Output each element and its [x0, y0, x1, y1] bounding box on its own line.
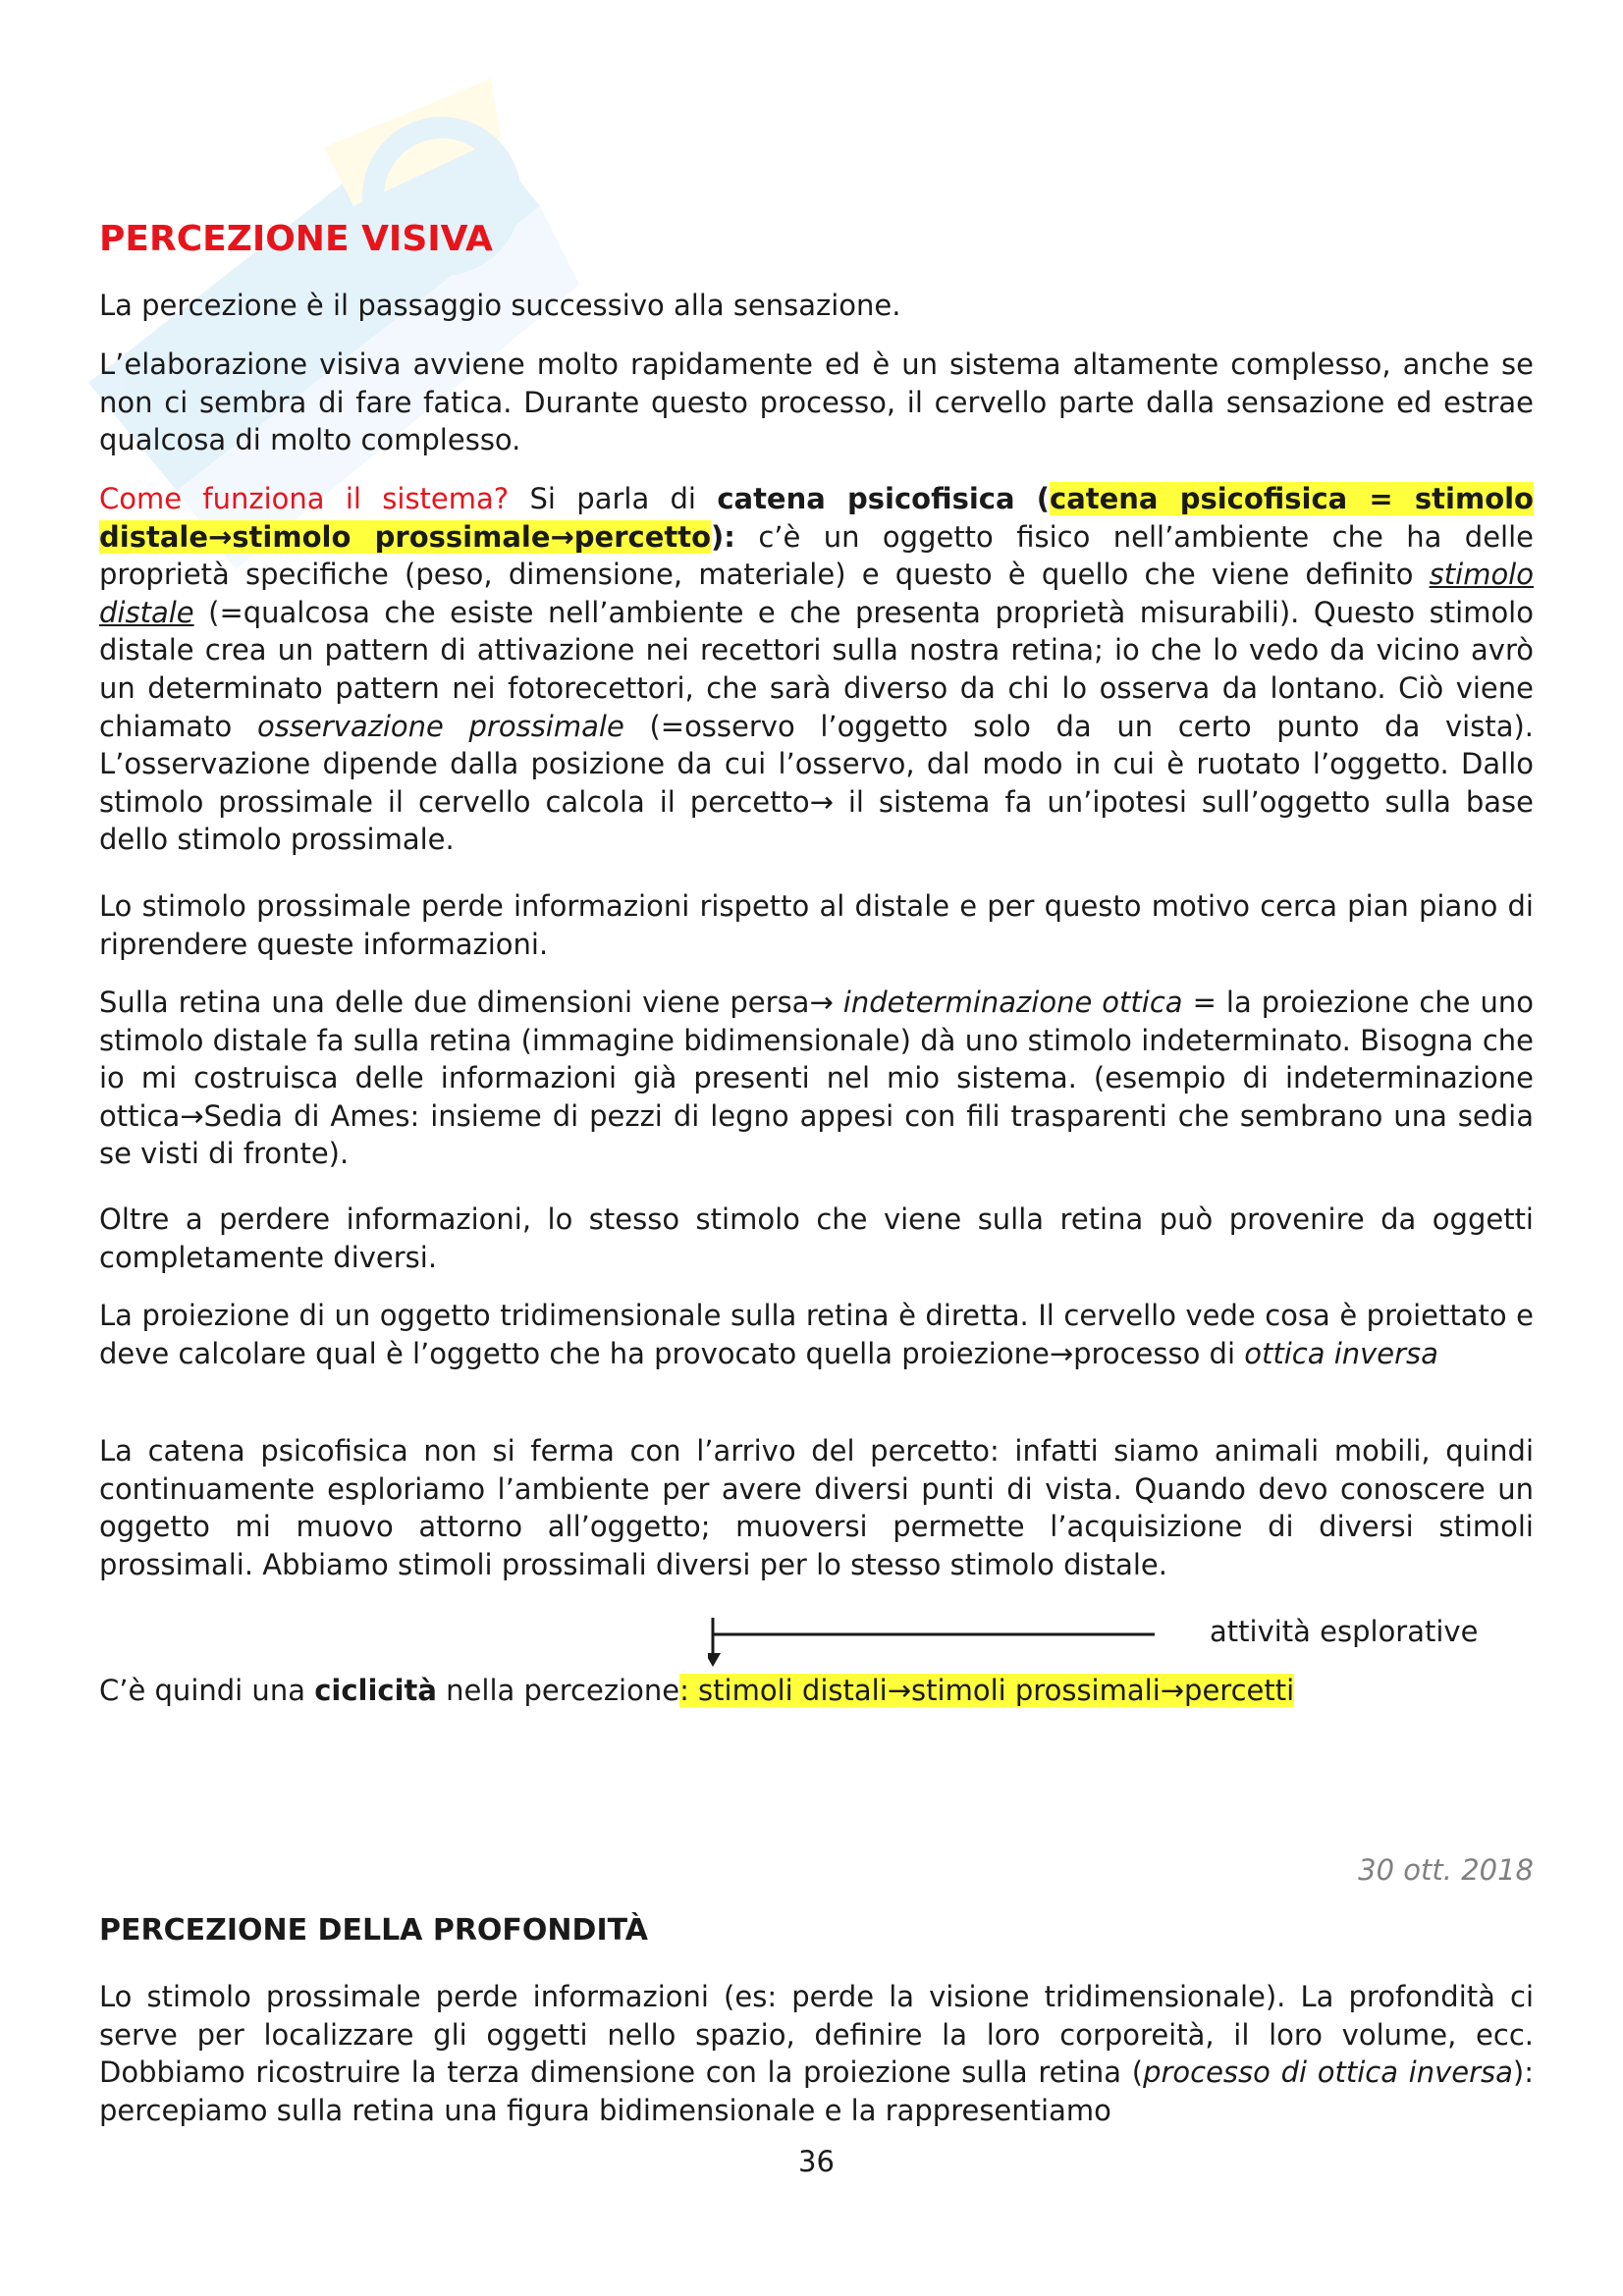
term-indeterminazione-ottica: indeterminazione ottica: [842, 986, 1183, 1019]
text-run: ): percepiamo sulla retina una figura bidimensionale e la rappresentiamo: [99, 2056, 1534, 2127]
term-stimolo-distale: stimolo distale: [99, 558, 1534, 629]
highlighted-cycle: : stimoli distali→stimoli prossimali→percetti: [679, 1674, 1295, 1707]
paragraph-intro: La percezione è il passaggio successivo alla sensazione.: [99, 289, 901, 322]
paragraph-oggetti-diversi: Oltre a perdere informazioni, lo stesso stimolo che viene sulla retina può provenire da oggetti completamente diversi.: [99, 1202, 1534, 1274]
text-run: ):: [711, 519, 735, 554]
page-title: PERCEZIONE VISIVA: [99, 219, 493, 259]
activity-label: attività esplorative: [1210, 1615, 1479, 1648]
question-text: Come funziona il sistema?: [99, 482, 510, 515]
term-ottica-inversa: ottica inversa: [1244, 1336, 1438, 1370]
text-run: Lo stimolo prossimale perde informazioni (es: perde la visione tridimensionale). La profondità ci serve per localizzare gli oggetti nello spazio, definire la loro corporeità, il loro volume, ecc. Dobbiamo ricostruire la terza dimensione con la proiezione sulla retina (: [99, 1980, 1534, 2090]
text-run: C’è quindi una: [99, 1674, 315, 1707]
cycle-arrow-head: [708, 1653, 721, 1667]
text-run: nella percezione: [436, 1674, 680, 1707]
paragraph-elaborazione: L’elaborazione visiva avviene molto rapidamente ed è un sistema altamente complesso, anche se non ci sembra di fare fatica. Durante questo processo, il cervello parte dalla sensazione ed estrae qualcosa di molto complesso.: [99, 347, 1534, 457]
bold-term: catena psicofisica: [717, 482, 1015, 515]
text-run: c’è un oggetto fisico nell’ambiente che ha delle proprietà specifiche (peso, dimensione, materiale) e questo è quello che viene definito: [99, 519, 1534, 592]
paragraph-profondita: [99, 1978, 1534, 2129]
bold-ciclicita: ciclicità: [314, 1674, 437, 1707]
paragraph-stimolo-prossimale: Lo stimolo prossimale perde informazioni rispetto al distale e per questo motivo cerca pian piano di riprendere queste informazioni.: [99, 889, 1534, 961]
highlighted-definition: catena psicofisica = stimolo distale→stimolo prossimale→percetto: [99, 482, 1534, 554]
paragraph-catena-mobile: La catena psicofisica non si ferma con l’arrivo del percetto: infatti siamo animali mobili, quindi continuamente esploriamo l’ambiente per avere diversi punti di vista. Quando devo conoscere un oggetto mi muovo attorno all’oggetto; muoversi permette l’acquisizione di diversi stimoli prossimali. Abbiamo stimoli prossimali diversi per lo stesso stimolo distale.: [99, 1434, 1534, 1581]
paragraph-ottica-inversa: [99, 1297, 1534, 1372]
text-run: La proiezione di un oggetto tridimensionale sulla retina è diretta. Il cervello vede cosa è proiettato e deve calcolare qual è l’oggetto che ha provocato quella proiezione→processo di: [99, 1299, 1534, 1370]
paragraph-catena-psicofisica: [99, 480, 1534, 859]
term-osservazione-prossimale: osservazione prossimale: [256, 709, 624, 743]
lecture-date: 30 ott. 2018: [1358, 1853, 1534, 1887]
text-run: (=qualcosa che esiste nell’ambiente e che presenta proprietà misurabili). Questo stimolo distale crea un pattern di attivazione nei recettori sulla nostra retina; io che lo vedo da vicino avrò un determinato pattern nei fotorecettori, che sarà diverso da chi lo osserva da lontano. Ciò viene chiamato: [99, 595, 1534, 743]
paragraph-indeterminazione: [99, 984, 1534, 1173]
text-run: Sulla retina una delle due dimensioni viene persa→: [99, 986, 843, 1019]
text-run: = la proiezione che uno stimolo distale fa sulla retina (immagine bidimensionale) dà uno stimolo indeterminato. Bisogna che io mi costruisca delle informazioni già presenti nel mio sistema. (esempio di indeterminazione ottica→Sedia di Ames: insieme di pezzi di legno appesi con fili trasparenti che sembrano una sedia se visti di fronte).: [99, 986, 1534, 1171]
text-run: (: [1014, 482, 1050, 515]
term-processo-ottica-inversa: processo di ottica inversa: [1143, 2056, 1513, 2090]
section-title-profondita: PERCEZIONE DELLA PROFONDITÀ: [99, 1913, 648, 1948]
paragraph-ciclicita: [99, 1672, 1534, 1710]
cycle-arrow: [708, 1610, 1160, 1669]
text-run: (=osservo l’oggetto solo da un certo punto da vista). L’osservazione dipende dalla posizione da cui l’osservo, dal modo in cui è ruotato l’oggetto. Dallo stimolo prossimale il cervello calcola il percetto→ il sistema fa un’ipotesi sull’oggetto sulla base dello stimolo prossimale.: [99, 709, 1535, 857]
text-run: Si parla di: [509, 482, 718, 515]
page-number: 36: [798, 2145, 835, 2178]
